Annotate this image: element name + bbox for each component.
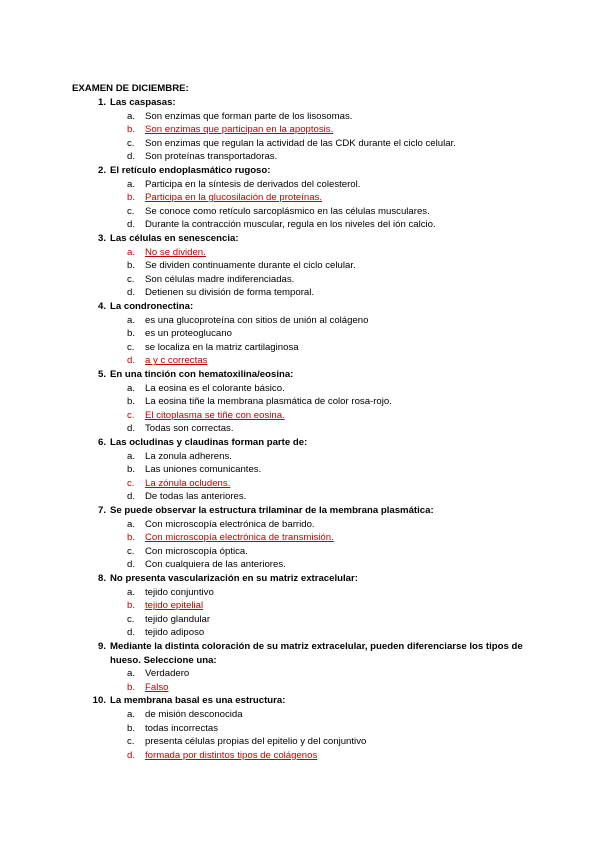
question-text: Se puede observar la estructura trilaminar de la membrana plasmática: xyxy=(110,505,434,516)
question-number: 2. xyxy=(97,165,106,176)
option-letter: c. xyxy=(127,409,135,421)
option-letter: c. xyxy=(127,736,135,748)
option-text: Con microscopía electrónica de transmisión. xyxy=(145,532,334,544)
option xyxy=(0,382,600,396)
option-letter: b. xyxy=(127,532,136,544)
option xyxy=(0,395,600,409)
option-text: La eosina es el colorante básico. xyxy=(145,382,285,394)
option-letter: d. xyxy=(127,287,136,299)
option-letter: b. xyxy=(127,464,136,476)
option-text: Son células madre indiferenciadas. xyxy=(145,273,295,285)
question-number: 7. xyxy=(97,505,106,516)
option xyxy=(0,558,600,572)
option xyxy=(0,341,600,355)
option xyxy=(0,178,600,192)
option-letter: a. xyxy=(127,110,136,122)
option-text: tejido adiposo xyxy=(145,627,205,639)
option-text: La zonula adherens. xyxy=(145,450,232,462)
option xyxy=(0,708,600,722)
option-text: Durante la contracción muscular, regula en los niveles del ión calcio. xyxy=(145,219,436,231)
option-text: Con microscopía óptica. xyxy=(145,545,248,557)
option-letter: a. xyxy=(127,450,136,462)
correct-option xyxy=(0,599,600,613)
option-text: tejido glandular xyxy=(145,613,211,625)
option-text: Con microscopía electrónica de barrido. xyxy=(145,518,315,530)
option xyxy=(0,273,600,287)
option-text: Participa en la glucosilación de proteínas. xyxy=(145,192,323,204)
option-letter: b. xyxy=(127,681,136,693)
option xyxy=(0,518,600,532)
option-letter: a. xyxy=(127,668,136,680)
option-text: formada por distintos tipos de colágenos xyxy=(145,749,318,761)
question-number: 3. xyxy=(97,233,106,244)
option-letter: d. xyxy=(127,749,136,761)
option xyxy=(0,463,600,477)
question-number: 5. xyxy=(97,369,106,380)
option-text: El citoplasma se tiñe con eosina. xyxy=(145,409,285,421)
option-text: La eosina tiñe la membrana plasmática de color rosa-rojo. xyxy=(145,396,392,408)
question-number: 8. xyxy=(97,573,106,584)
option-letter: d. xyxy=(127,491,136,503)
option xyxy=(0,545,600,559)
option-letter: a. xyxy=(127,246,136,258)
option-text: es una glucoproteína con sitios de unión al colágeno xyxy=(145,314,369,326)
option-text: Participa en la síntesis de derivados del colesterol. xyxy=(145,178,361,190)
option-letter: c. xyxy=(127,341,135,353)
option-letter: d. xyxy=(127,423,136,435)
correct-option xyxy=(0,749,600,763)
option-letter: d. xyxy=(127,355,136,367)
correct-option xyxy=(0,123,600,137)
option-letter: a. xyxy=(127,709,136,720)
correct-option xyxy=(0,354,600,368)
option-letter: b. xyxy=(127,722,136,734)
option xyxy=(0,327,600,341)
correct-option xyxy=(0,477,600,491)
option-letter: b. xyxy=(127,600,136,612)
option-text: Son enzimas que forman parte de los lisosomas. xyxy=(145,110,353,122)
question-text: El retículo endoplasmático rugoso: xyxy=(110,165,271,176)
question-number: 9. xyxy=(97,641,106,652)
option-letter: b. xyxy=(127,260,136,272)
question-text: Las células en senescencia: xyxy=(110,233,239,244)
option-text: es un proteoglucano xyxy=(145,328,232,340)
correct-option xyxy=(0,191,600,205)
option xyxy=(0,626,600,640)
option xyxy=(0,586,600,600)
option-letter: d. xyxy=(127,151,136,163)
exam-title: EXAMEN DE DICIEMBRE: xyxy=(72,83,189,94)
option xyxy=(0,314,600,328)
option-text: Con cualquiera de las anteriores. xyxy=(145,559,286,571)
option-letter: d. xyxy=(127,559,136,571)
option-letter: c. xyxy=(127,273,135,285)
question-text: Las ocludinas y claudinas forman parte de: xyxy=(110,437,308,448)
question-number: 4. xyxy=(97,301,106,312)
correct-option xyxy=(0,531,600,545)
option-letter: b. xyxy=(127,328,136,340)
option-text: De todas las anteriores. xyxy=(145,491,247,503)
option xyxy=(0,110,600,124)
option xyxy=(0,150,600,164)
option-text: presenta células propias del epitelio y del conjuntivo xyxy=(145,736,367,748)
option xyxy=(0,450,600,464)
option xyxy=(0,422,600,436)
option-text: Son proteínas transportadoras. xyxy=(145,151,278,163)
option-text: Son enzimas que participan en la apoptosis. xyxy=(145,124,334,136)
option xyxy=(0,735,600,749)
option-text: todas incorrectas xyxy=(145,722,219,734)
question-number: 10. xyxy=(92,695,106,707)
option-letter: c. xyxy=(127,613,135,625)
option-letter: a. xyxy=(127,314,136,326)
question-number: 6. xyxy=(97,437,106,448)
option-letter: b. xyxy=(127,396,136,408)
option xyxy=(0,218,600,232)
question-text: La membrana basal es una estructura: xyxy=(110,695,286,707)
option-letter: b. xyxy=(127,192,136,204)
option xyxy=(0,722,600,736)
option-text: Detienen su división de forma temporal. xyxy=(145,287,315,299)
option-text: tejido conjuntivo xyxy=(145,586,214,598)
option-letter: a. xyxy=(127,178,136,190)
option xyxy=(0,613,600,627)
option-letter: a. xyxy=(127,518,136,530)
option xyxy=(0,259,600,273)
correct-option xyxy=(0,681,600,695)
question-text: La condronectina: xyxy=(110,301,194,312)
option-text: a y c correctas xyxy=(145,355,208,367)
option-letter: c. xyxy=(127,477,135,489)
option-letter: c. xyxy=(127,137,135,149)
option xyxy=(0,667,600,681)
question-text: Mediante la distinta coloración de su matriz extracelular, pueden diferenciarse los tipos de hueso. Seleccione una: xyxy=(110,641,523,666)
question-number: 1. xyxy=(97,97,106,108)
option-letter: b. xyxy=(127,124,136,136)
option-letter: d. xyxy=(127,219,136,231)
option xyxy=(0,205,600,219)
correct-option xyxy=(0,409,600,423)
option-text: Son enzimas que regulan la actividad de las CDK durante el ciclo celular. xyxy=(145,137,456,149)
option-text: de misión desconocida xyxy=(145,709,243,720)
question-text: No presenta vascularización en su matriz extracelular: xyxy=(110,573,358,584)
option-letter: c. xyxy=(127,205,135,217)
option-text: Todas son correctas. xyxy=(145,423,234,435)
option-text: Las uniones comunicantes. xyxy=(145,464,262,476)
option-letter: c. xyxy=(127,545,135,557)
option-text: tejido epitelial xyxy=(145,600,204,612)
option-text: Falso xyxy=(145,681,169,693)
option-text: La zónula ocludens. xyxy=(145,477,231,489)
option xyxy=(0,137,600,151)
question-text: En una tinción con hematoxilina/eosina: xyxy=(110,369,294,380)
option-text: se localiza en la matriz cartilaginosa xyxy=(145,341,299,353)
correct-option xyxy=(0,246,600,260)
option-letter: a. xyxy=(127,586,136,598)
option-text: Se dividen continuamente durante el ciclo celular. xyxy=(145,260,356,272)
option-letter: d. xyxy=(127,627,136,639)
option xyxy=(0,490,600,504)
question-text: Las caspasas: xyxy=(110,97,176,108)
option-letter: a. xyxy=(127,382,136,394)
option-text: Verdadero xyxy=(145,668,190,680)
option-text: Se conoce como retículo sarcoplásmico en las células musculares. xyxy=(145,205,430,217)
option-text: No se dividen. xyxy=(145,246,206,258)
option xyxy=(0,286,600,300)
